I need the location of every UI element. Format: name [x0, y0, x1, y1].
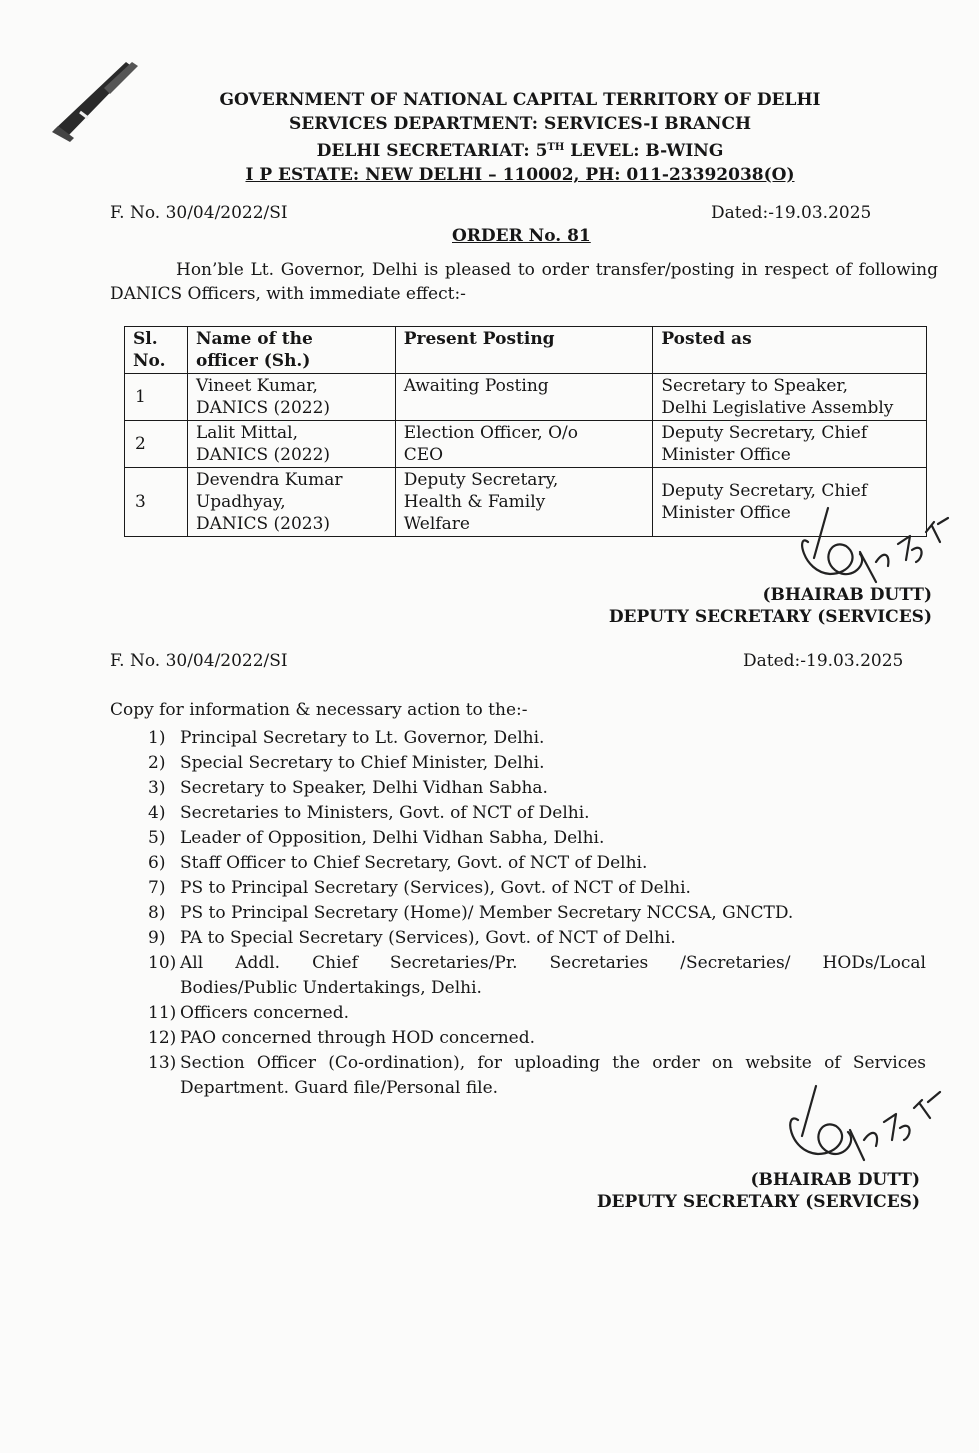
table-header-row: [125, 327, 927, 374]
list-item-number: 7): [148, 878, 166, 898]
row-present-line: Awaiting Posting: [403, 376, 549, 396]
row-sl: 1: [125, 374, 188, 421]
table-row: [125, 421, 927, 468]
signature-scribble-1: [790, 502, 950, 598]
row-name-line: DANICS (2022): [195, 445, 331, 465]
table-row: [125, 374, 927, 421]
row-present-line: CEO: [403, 445, 444, 465]
row-sl: 2: [125, 421, 188, 468]
order-intro: Hon’ble Lt. Governor, Delhi is pleased to order transfer/posting in respect of following DANICS Officers, with immediate effect:-: [110, 260, 938, 304]
row-name-line: Vineet Kumar,: [195, 376, 318, 396]
row-name-line: Devendra Kumar: [195, 470, 343, 490]
list-item-text: [180, 951, 926, 1001]
signature-1-designation: DEPUTY SECRETARY (SERVICES): [608, 607, 932, 627]
row-officer-name: [187, 421, 395, 468]
row-posted-line: Secretary to Speaker,: [661, 376, 849, 396]
letterhead-line-3-pre: DELHI SECRETARIAT: 5: [316, 141, 548, 161]
letterhead-line-3-post: LEVEL: B-WING: [564, 141, 724, 161]
row-posted-line: Delhi Legislative Assembly: [661, 398, 894, 418]
signature-2-designation: DEPUTY SECRETARY (SERVICES): [596, 1192, 920, 1212]
copy-list: [148, 726, 926, 1101]
row-present-line: Welfare: [403, 514, 470, 534]
letterhead: [140, 88, 900, 187]
list-item: [148, 951, 926, 1001]
header-officer-name: [187, 327, 395, 374]
row-present-posting: [395, 468, 653, 537]
row-officer-name: [187, 374, 395, 421]
list-item-text: Secretary to Speaker, Delhi Vidhan Sabha.: [180, 778, 548, 798]
list-item: [148, 926, 926, 951]
list-item-number: 2): [148, 753, 166, 773]
list-item: [148, 726, 926, 751]
row-present-line: Deputy Secretary,: [403, 470, 559, 490]
list-item-text: PS to Principal Secretary (Services), Govt. of NCT of Delhi.: [180, 878, 691, 898]
list-item: [148, 1001, 926, 1026]
signature-1-name: (BHAIRAB DUTT): [762, 585, 932, 605]
list-item-text: Staff Officer to Chief Secretary, Govt. of NCT of Delhi.: [180, 853, 648, 873]
list-item-number: 3): [148, 778, 166, 798]
row-posted-as: [653, 421, 927, 468]
header-sl-line-2: No.: [133, 351, 166, 371]
row-present-posting: [395, 421, 653, 468]
list-item-text: PA to Special Secretary (Services), Govt. of NCT of Delhi.: [180, 928, 676, 948]
list-item-text: PS to Principal Secretary (Home)/ Member Secretary NCCSA, GNCTD.: [180, 903, 794, 923]
header-name-line-1: Name of the: [195, 329, 313, 349]
list-item: [148, 826, 926, 851]
copy-date: Dated:-19.03.2025: [743, 651, 904, 671]
header-sl-no: [125, 327, 188, 374]
header-name-line-2: officer (Sh.): [195, 351, 311, 371]
list-item-text-line: Section Officer (Co-ordination), for uploading the order on website of Services: [180, 1053, 926, 1073]
row-name-line: DANICS (2022): [195, 398, 331, 418]
row-posted-line: Deputy Secretary, Chief: [661, 481, 868, 501]
order-file-number: F. No. 30/04/2022/SI: [110, 203, 288, 223]
row-present-line: Health & Family: [403, 492, 546, 512]
row-present-line: Election Officer, O/o: [403, 423, 578, 443]
row-posted-line: Deputy Secretary, Chief: [661, 423, 868, 443]
list-item-number: 9): [148, 928, 166, 948]
letterhead-line-1: GOVERNMENT OF NATIONAL CAPITAL TERRITORY OF DELHI: [219, 90, 821, 110]
list-item-number: 12): [148, 1028, 177, 1048]
emblem-mark-icon: [44, 52, 144, 152]
list-item-number: 8): [148, 903, 166, 923]
row-name-line: Upadhyay,: [195, 492, 286, 512]
letterhead-line-4: I P ESTATE: NEW DELHI – 110002, PH: 011-23392038(O): [245, 165, 795, 185]
list-item-text: Officers concerned.: [180, 1003, 349, 1023]
list-item: [148, 876, 926, 901]
list-item-text: Principal Secretary to Lt. Governor, Delhi.: [180, 728, 545, 748]
list-item-text: Secretaries to Ministers, Govt. of NCT of Delhi.: [180, 803, 590, 823]
copy-file-number: F. No. 30/04/2022/SI: [110, 651, 288, 671]
list-item-text: Leader of Opposition, Delhi Vidhan Sabha, Delhi.: [180, 828, 605, 848]
list-item-number: 11): [148, 1003, 177, 1023]
letterhead-line-2: SERVICES DEPARTMENT: SERVICES-I BRANCH: [288, 114, 752, 134]
order-date: Dated:-19.03.2025: [711, 203, 872, 223]
letterhead-line-3: [140, 136, 900, 163]
copy-intro: Copy for information & necessary action to the:-: [110, 700, 528, 720]
letterhead-line-3-sup: TH: [547, 142, 565, 153]
row-name-line: DANICS (2023): [195, 514, 331, 534]
header-sl-line-1: Sl.: [133, 329, 158, 349]
list-item: [148, 1026, 926, 1051]
order-title: ORDER No. 81: [452, 226, 591, 246]
row-present-posting: [395, 374, 653, 421]
header-present-posting: Present Posting: [395, 327, 653, 374]
row-posted-line: Minister Office: [661, 503, 791, 523]
list-item: [148, 901, 926, 926]
list-item: [148, 776, 926, 801]
list-item-text-line: Bodies/Public Undertakings, Delhi.: [180, 978, 482, 998]
row-sl: 3: [125, 468, 188, 537]
list-item: [148, 851, 926, 876]
list-item: [148, 801, 926, 826]
list-item-number: 1): [148, 728, 166, 748]
row-officer-name: [187, 468, 395, 537]
list-item: [148, 751, 926, 776]
signature-2-name: (BHAIRAB DUTT): [750, 1170, 920, 1190]
list-item-text-line: All Addl. Chief Secretaries/Pr. Secretaries /Secretaries/ HODs/Local: [180, 953, 926, 973]
list-item-text-line: Department. Guard file/Personal file.: [180, 1078, 499, 1098]
row-posted-line: Minister Office: [661, 445, 791, 465]
list-item-number: 13): [148, 1053, 177, 1073]
list-item-number: 4): [148, 803, 166, 823]
list-item-text: Special Secretary to Chief Minister, Delhi.: [180, 753, 545, 773]
list-item-number: 6): [148, 853, 166, 873]
signature-scribble-2: [776, 1082, 946, 1178]
list-item-text: PAO concerned through HOD concerned.: [180, 1028, 536, 1048]
row-name-line: Lalit Mittal,: [195, 423, 298, 443]
list-item-number: 5): [148, 828, 166, 848]
list-item-number: 10): [148, 953, 177, 973]
row-posted-as: [653, 374, 927, 421]
header-posted-as: Posted as: [653, 327, 927, 374]
